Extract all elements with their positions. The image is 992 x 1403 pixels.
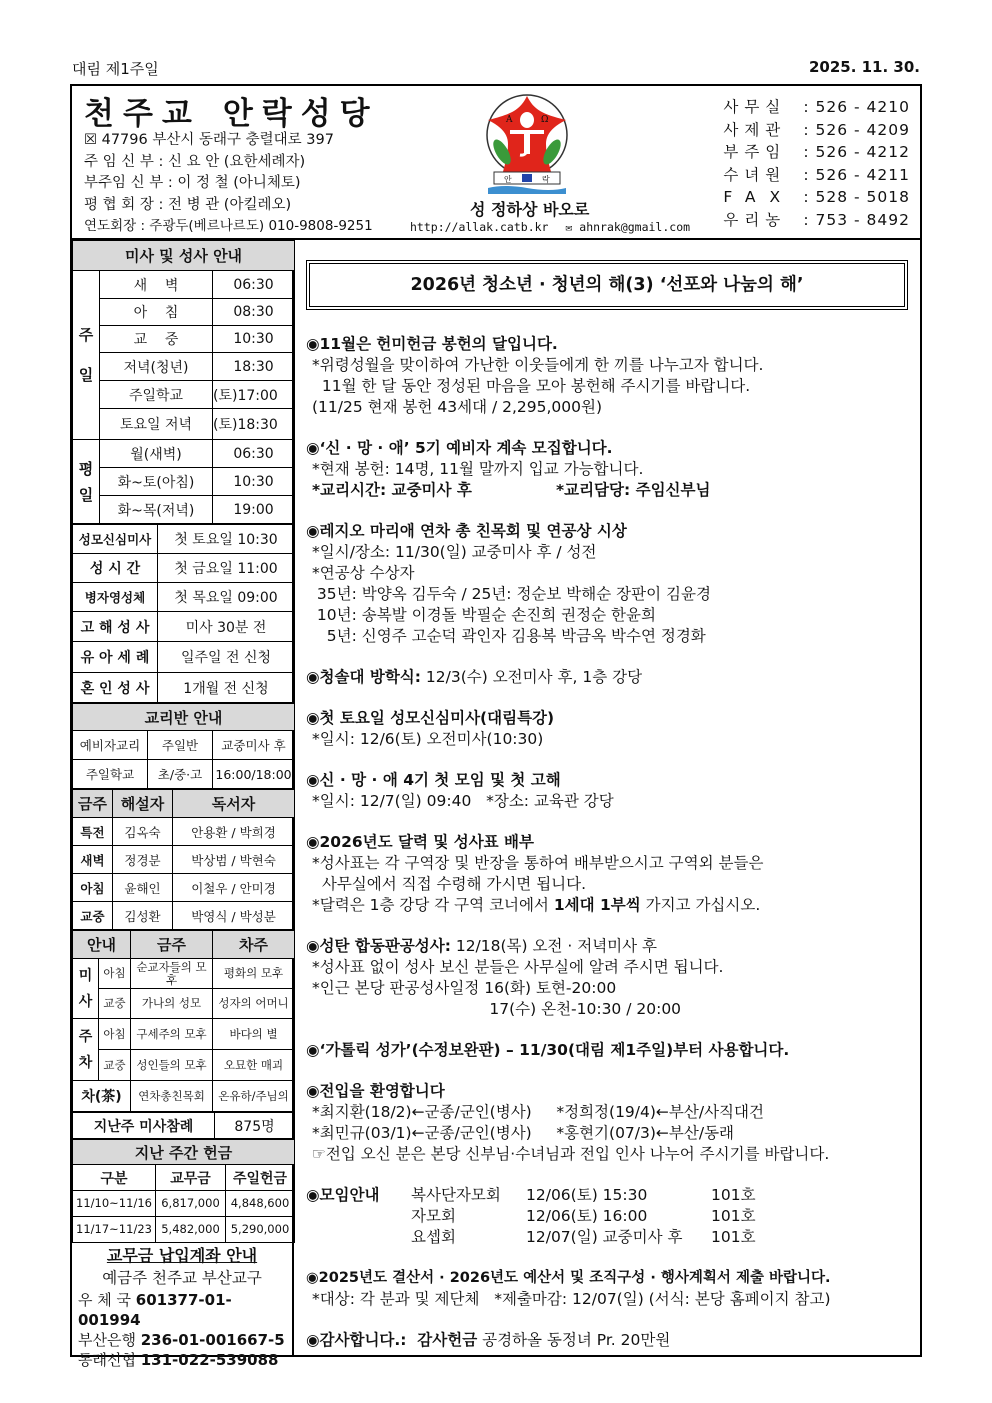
account-row: 부산은행 236-01-001667-5 (78, 1331, 285, 1349)
guides-table: 안내 금주 차주 미 사 아침 순교자들의 모후 평화의 모후 교중 가나의 성모 성자의 어머니 주 차 아침 구세주의 모후 바다의 별 교중 성인들의 모후 오묘한 매괴 차(茶) 연차총친목회 온유하/주님의 (72, 930, 295, 1112)
year-theme-banner: 2026년 청소년 · 청년의 해(3) ‘선포와 나눔의 해’ (306, 260, 908, 310)
mass-schedule-table: 미사 및 성사 안내 주 일 새 벽 06:30 아 침 08:30 교 중 10:30 저녁(청년) 18:30 주일학교 (토)17:00 토요일 저녁 (토)18:30 평 일 월(새벽) 06:30 화~토(아침) 10:30 화~목(저녁) 19:00 (72, 240, 295, 524)
notice-item: ◉‘가톨릭 성가’(수정보완판) – 11/30(대림 제1주일)부터 사용합니다. (306, 1041, 790, 1059)
liturgical-season: 대림 제1주일 (72, 60, 159, 78)
account-row: 우 체 국 601377-01-001994 (78, 1291, 232, 1329)
web-links (410, 220, 700, 234)
readers-table: 금주 해설자 독서자 특전 김옥숙 안용환 / 박희경 새벽 정경분 박상범 / 박현숙 아침 윤해인 이철우 / 안미경 교중 김성환 박영식 / 박성분 (72, 789, 295, 930)
sacraments-table: 성모신심미사 첫 토요일 10:30 성 시 간 첫 금요일 11:00 병자영성체 첫 목요일 09:00 고 해 성 사 미사 30분 전 유 아 세 례 일주일 전 신청 혼 인 성 사 1개월 전 신청 (72, 524, 295, 703)
church-info (84, 130, 373, 238)
offering-table: 지난 주간 헌금 구분 교무금 주일헌금 11/10~11/16 6,817,000 4,848,600 11/17~11/23 5,482,000 5,290,000 (72, 1139, 295, 1243)
contact-row: 사제관 : 526 - 4209 (723, 120, 910, 139)
notice-item: ◉레지오 마리애 연차 총 친목회 및 연공상 시상 *일시/장소: 11/30(일) 교중미사 후 / 성전 *연공상 수상자 35년: 박양옥 김두숙 / 25년: 정순보 박해순 장판이 김윤경 10년: 송복발 이경돌 박필순 손진희 권정순 한윤희 5년: 신영주 고순덕 곽인자 김용복 박금옥 박수연 정경화 (306, 522, 711, 645)
contact-row: 우리농 : 753 - 8492 (723, 210, 910, 229)
notice-item: ◉‘신 · 망 · 애’ 5기 예비자 계속 모집합니다. *현재 봉헌: 14명, 11월 말까지 입교 가능합니다. *교리시간: 교중미사 후 *교리담당: 주임신부님 (306, 439, 711, 499)
notice-item: ◉신 · 망 · 애 4기 첫 모임 및 첫 고해 *일시: 12/7(일) 09:40 *장소: 교육관 강당 (306, 771, 614, 810)
account-holder: 예금주 천주교 부산교구 (102, 1269, 262, 1287)
address: ☒ 47796 부산시 동래구 충렬대로 397 (84, 132, 334, 148)
mass-schedule-title: 미사 및 성사 안내 (73, 241, 295, 271)
right-column (296, 240, 920, 1357)
sunday-label: 주 일 (73, 271, 100, 440)
patron-saint: 성 정하상 바오로 (470, 200, 590, 219)
elders-president: 연도회장 : 주광두(베르나르도) 010-9808-9251 (84, 218, 373, 234)
notice-item: ◉감사합니다.: 감사헌금 공경하올 동정녀 Pr. 20만원 (306, 1331, 671, 1349)
catechism-table: 교리반 안내 예비자교리 주일반 교중미사 후 주일학교 초/중·고 16:00/18:00 (72, 703, 295, 789)
bulletin-top-line (72, 58, 920, 82)
email-link[interactable]: ✉ ahnrak@gmail.com (565, 220, 691, 234)
contact-row: FAX : 528 - 5018 (723, 188, 910, 206)
contact-list (723, 96, 910, 231)
svg-text:락: 락 (542, 175, 550, 184)
attendance-table: 지난주 미사참례 875명 (72, 1112, 295, 1139)
account-title: 교무금 납입계좌 안내 (106, 1246, 258, 1265)
council-president: 평 협 회 장 : 전 병 관 (아킬레오) (84, 196, 292, 213)
notice-item: ◉2026년도 달력 및 성사표 배부 *성사표는 각 구역장 및 반장을 통하여 배부받으시고 구역외 분들은 사무실에서 직접 수령해 가시면 됩니다. *달력은 1층 강당 각 구역 코너에서 1세대 1부씩 가지고 가십시오. (306, 833, 764, 914)
notice-item: ◉모임안내 복사단자모회 12/06(토) 15:30 101호 자모회 12/06(토) 16:00 101호 요셉회 12/07(일) 교중미사 후 101호 (306, 1186, 756, 1246)
contact-row: 수녀원 : 526 - 4211 (723, 165, 910, 184)
website-link[interactable]: http://allak.catb.kr (410, 220, 549, 234)
parish-logo-icon (484, 92, 570, 200)
church-name: 천주교 안락성당 (84, 96, 379, 132)
left-column (72, 240, 294, 1369)
bulletin-page (70, 84, 922, 1369)
contact-row: 부주임 : 526 - 4212 (723, 143, 910, 161)
contact-row: 사무실 : 526 - 4210 (723, 98, 910, 116)
assistant-pastor: 부주임 신 부 : 이 정 철 (아니체토) (84, 175, 301, 191)
parking-guide-label: 주 차 (73, 1019, 99, 1081)
pastor: 주 임 신 부 : 신 요 안 (요한세례자) (84, 153, 306, 170)
account-row: 동래신협 131-022-539088 (78, 1351, 279, 1369)
notice-item: ◉청솔대 방학식: 12/3(수) 오전미사 후, 1층 강당 (306, 668, 643, 686)
bulletin-header (72, 86, 920, 240)
svg-text:A: A (506, 115, 513, 125)
svg-text:안: 안 (504, 175, 512, 184)
account-info (72, 1243, 292, 1373)
notice-item: ◉전입을 환영합니다 *최지환(18/2)←군종/군인(병사) *정희정(19/4)←부산/사직대건 *최민규(03/1)←군종/군인(병사) *홍현기(07/3)←부산/동래 ☞전입 오신 분은 본당 신부님·수녀님과 전입 인사 나누어 주시기를 바랍니다. (306, 1082, 830, 1163)
mass-guide-label: 미 사 (73, 959, 99, 1019)
weekday-label: 평 일 (73, 440, 100, 524)
notice-item: ◉2025년도 결산서 · 2026년도 예산서 및 조직구성 · 행사계획서 제출 바랍니다. *대상: 각 분과 및 제단체 *제출마감: 12/07(일) (서식: 본당 홈페이지 참고) (306, 1270, 831, 1308)
svg-text:Ω: Ω (541, 115, 549, 125)
notice-item: ◉첫 토요일 성모신심미사(대림특강) *일시: 12/6(토) 오전미사(10:30) (306, 709, 555, 748)
bulletin-date: 2025. 11. 30. (808, 58, 920, 76)
notice-item: ◉11월은 헌미헌금 봉헌의 달입니다. *위령성월을 맞이하여 가난한 이웃들에게 한 끼를 나누고자 합니다. 11월 한 달 동안 정성된 마음을 모아 봉헌해 주시기를 바랍니다. (11/25 현재 봉헌 43세대 / 2,295,000원) (306, 335, 764, 416)
notice-item: ◉성탄 합동판공성사: 12/18(목) 오전 · 저녁미사 후 *성사표 없이 성사 보신 분들은 사무실에 알려 주시면 됩니다. *인근 본당 판공성사일정 16(화) 토현-20:00 17(수) 온천-10:30 / 20:00 (306, 937, 724, 1018)
